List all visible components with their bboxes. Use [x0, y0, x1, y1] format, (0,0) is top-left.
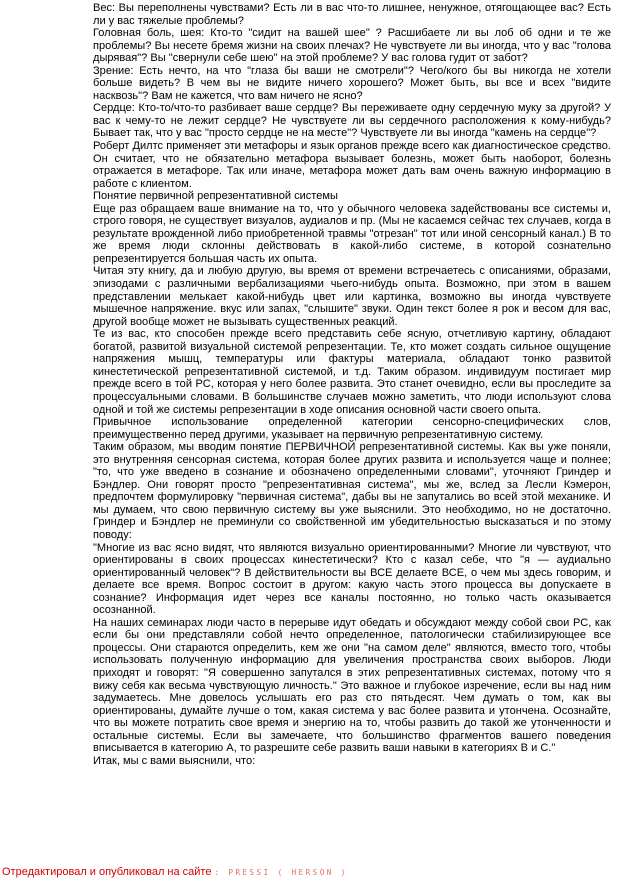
paragraph-reading: Читая эту книгу, да и любую другую, вы время от времени встречаетесь с описаниями, образами, эпизодами с различными вербализациями чьего-нибудь опыта. Возможно, при этом в вашем представлении мелькает какой-нибудь цвет или картинка, возможно вы иногда чувствуете мышечное напряжение. вкус или запах, "слышите" звуки. Один текст более я рок и весом для вас, другой вообще может не вызывать существенных реакций.	[93, 265, 611, 328]
section-heading: Понятие первичной репрезентативной системы	[93, 190, 338, 203]
paragraph-vision: Зрение: Есть нечто, на что "глаза бы ваши не смотрели"? Чего/кого бы вы никогда не хотели больше видеть? В чем вы не видите ничего хорошего? Может быть, вы все и всех "видите насквозь"? Вам не кажется, что вам ничего не ясно?	[93, 64, 611, 102]
paragraph-habitual-use: Привычное использование определенной категории сенсорно-специфических слов, преимущественно перед другими, указывает на первичную репрезентативную систему.	[93, 416, 611, 441]
footer-brand-logo: : PRESSI ( HERSON )	[214, 868, 348, 877]
paragraph-dilts: Роберт Дилтс применяет эти метафоры и язык органов прежде всего как диагностическое средство. Он считает, что не обязательно метафора вызывает болезнь, может быть наоборот, болезнь отражается в метафоре. Так или иначе, метафора может дать вам очень важную информацию в работе с клиентом.	[93, 140, 611, 190]
paragraph-quote-start: "Многие из вас ясно видят, что являются визуально ориентированными? Многие ли чувствуют, что ориентированы в своих процессах кинестетически? Кто с казал себе, что "я — аудиально ориентированный человек"? В действительности вы ВСЕ делаете ВСЕ, о чем мы здесь говорим, и делаете все время. Вопрос состоит в другом: какую часть этого процесса вы допускаете в сознание? Информация идет через все каналы постоянно, но только часть оказывается осознанной.	[93, 541, 611, 617]
footer-credit	[2, 866, 348, 879]
footer-text: Отредактировал и опубликовал на сайте	[2, 866, 212, 878]
paragraph-visual-system: Те из вас, кто способен прежде всего представить себе ясную, отчетливую картину, обладают богатой, развитой визуальной системой репрезентации. Те, кто может создать сильное ощущение напряжения мышц, температуры или фактуры материала, обладают тонко развитой кинестетической репрезентативной системой, и т.д. Таким образом. индивидуум постигает мир прежде всего в той РС, которая у него более развита. Это станет очевидно, если вы проследите за процессуальными словами. В большинстве случаев можно заметить, что люди используют слова одной и той же системы репрезентации в ходе описания основной части своего опыта.	[93, 328, 611, 416]
paragraph-heart: Сердце: Кто-то/что-то разбивает ваше сердце? Вы переживаете одну сердечную муку за другой? У вас к чему-то не лежит сердце? Не чувствуете ли вы сердечного расположения к кому-нибудь? Бывает так, что у вас "просто сердце не на месте"? Чувствуете ли вы иногда "камень на сердце"?	[93, 102, 611, 140]
document-body	[93, 2, 611, 767]
paragraph-headache-neck: Головная боль, шея: Кто-то "сидит на вашей шее" ? Расшибаете ли вы лоб об одни и те же проблемы? Вы несете бремя жизни на своих плечах? Не чувствуете ли вы иногда, что у вас "голова дырявая"? Вы "свернули себе шею" на этой проблеме? У вас голова гудит от забот?	[93, 27, 611, 65]
paragraph-seminars: На наших семинарах люди часто в перерыве идут обедать и обсуждают между собой свои РС, как если бы они представляли собой нечто определенное, патологически стабилизирующее все процессы. Они стараются определить, кем же они "на самом деле" являются, вместо того, чтобы использовать полученную информацию для увеличения пространства своих выборов. Люди приходят и говорят: "Я совершенно запутался в этих репрезентативных системах, потому что я вижу себя как весьма чувствующую личность." Это важное и глубокое изречение, если вы над ним задумаетесь. Мне довелось услышать его раз сто пятьдесят. Чем думать о том, как вы ориентированы, думайте лучше о том, какая система у вас более развита и утончена. Осознайте, что вы можете потратить свое время и энергию на то, чтобы развить до такой же утонченности и остальные системы. Если вы замечаете, что большинство фрагментов вашего поведения вписывается в категорию А, то разрешите себе развить ваши навыки в категориях В и С."	[93, 616, 611, 755]
paragraph-conclusion: Итак, мы с вами выяснили, что:	[93, 754, 256, 767]
paragraph-weight: Вес: Вы переполнены чувствами? Есть ли в вас что-то лишнее, ненужное, отягощающее вас? Есть ли у вас тяжелые проблемы?	[93, 2, 611, 27]
paragraph-primary-system: Таким образом, мы вводим понятие ПЕРВИЧНОЙ репрезентативной системы. Как вы уже поняли, это внутренняя сенсорная система, которая более других развита и используется чаще и полнее; "то, что уже введено в сознание и обозначено определенными словами", уточняют Гриндер и Бэндлер. Они говорят просто "репрезентативная система", мы же, вслед за Лесли Кэмерон, предпочтем формулировку "первичная система", дабы вы не запутались во всей этой механике. И мы думаем, что свою первичную систему вы уже выяснили. Это необходимо, но не достаточно. Гриндер и Бэндлер не преминули со свойственной им убедительностью высказаться и по этому поводу:	[93, 441, 611, 541]
paragraph-all-systems: Еще раз обращаем ваше внимание на то, что у обычного человека задействованы все системы и, строго говоря, не существует визуалов, аудиалов и пр. (Мы не касаемся сейчас тех случаев, когда в результате врожденной либо приобретенной травмы "отрезан" тот или иной сенсорный канал.) В то же время люди склонны действовать в какой-либо системе, в которой сознательно репрезентируется большая часть их опыта.	[93, 202, 611, 265]
